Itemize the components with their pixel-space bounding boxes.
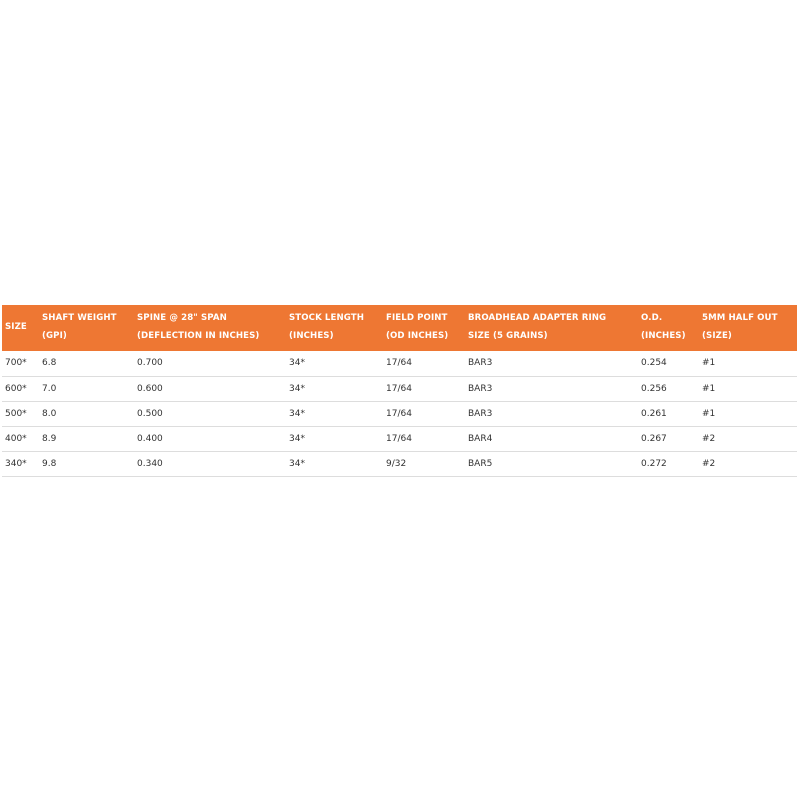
cell-size: 500* (2, 401, 39, 426)
cell-half-out: #1 (699, 376, 797, 401)
cell-size: 700* (2, 351, 39, 376)
cell-half-out: #2 (699, 451, 797, 476)
cell-od: 0.256 (638, 376, 699, 401)
cell-broadhead-adapter: BAR4 (465, 426, 638, 451)
cell-half-out: #1 (699, 351, 797, 376)
cell-spine: 0.600 (134, 376, 286, 401)
cell-broadhead-adapter: BAR3 (465, 376, 638, 401)
cell-spine: 0.340 (134, 451, 286, 476)
cell-spine: 0.700 (134, 351, 286, 376)
table-row (2, 351, 797, 376)
header-half-out: 5MM HALF OUT (SIZE) (702, 313, 778, 341)
header-spine: SPINE @ 28" SPAN (DEFLECTION IN INCHES) (137, 313, 260, 341)
cell-broadhead-adapter: BAR5 (465, 451, 638, 476)
cell-shaft-weight: 6.8 (39, 351, 134, 376)
cell-field-point: 17/64 (383, 376, 465, 401)
header-od: O.D. (INCHES) (641, 313, 686, 341)
cell-size: 340* (2, 451, 39, 476)
cell-field-point: 17/64 (383, 401, 465, 426)
cell-size: 600* (2, 376, 39, 401)
cell-field-point: 17/64 (383, 351, 465, 376)
cell-od: 0.272 (638, 451, 699, 476)
header-field-point: FIELD POINT (OD INCHES) (386, 313, 449, 341)
cell-od: 0.261 (638, 401, 699, 426)
table-row (2, 426, 797, 451)
header-broadhead-adapter: BROADHEAD ADAPTER RING SIZE (5 GRAINS) (468, 313, 607, 341)
cell-broadhead-adapter: BAR3 (465, 351, 638, 376)
table-header-row (2, 305, 797, 351)
cell-field-point: 9/32 (383, 451, 465, 476)
cell-shaft-weight: 7.0 (39, 376, 134, 401)
cell-stock-length: 34* (286, 451, 383, 476)
arrow-spec-table (2, 305, 797, 477)
cell-half-out: #2 (699, 426, 797, 451)
header-stock-length: STOCK LENGTH (INCHES) (289, 313, 365, 341)
header-shaft-weight: SHAFT WEIGHT (GPI) (42, 313, 117, 341)
cell-spine: 0.500 (134, 401, 286, 426)
header-size: SIZE (5, 322, 27, 332)
table-row (2, 401, 797, 426)
cell-field-point: 17/64 (383, 426, 465, 451)
cell-stock-length: 34* (286, 401, 383, 426)
table-row (2, 376, 797, 401)
cell-spine: 0.400 (134, 426, 286, 451)
cell-shaft-weight: 8.0 (39, 401, 134, 426)
cell-stock-length: 34* (286, 426, 383, 451)
cell-half-out: #1 (699, 401, 797, 426)
cell-od: 0.267 (638, 426, 699, 451)
cell-stock-length: 34* (286, 376, 383, 401)
cell-stock-length: 34* (286, 351, 383, 376)
cell-shaft-weight: 8.9 (39, 426, 134, 451)
cell-broadhead-adapter: BAR3 (465, 401, 638, 426)
cell-size: 400* (2, 426, 39, 451)
cell-shaft-weight: 9.8 (39, 451, 134, 476)
cell-od: 0.254 (638, 351, 699, 376)
table-row (2, 451, 797, 476)
